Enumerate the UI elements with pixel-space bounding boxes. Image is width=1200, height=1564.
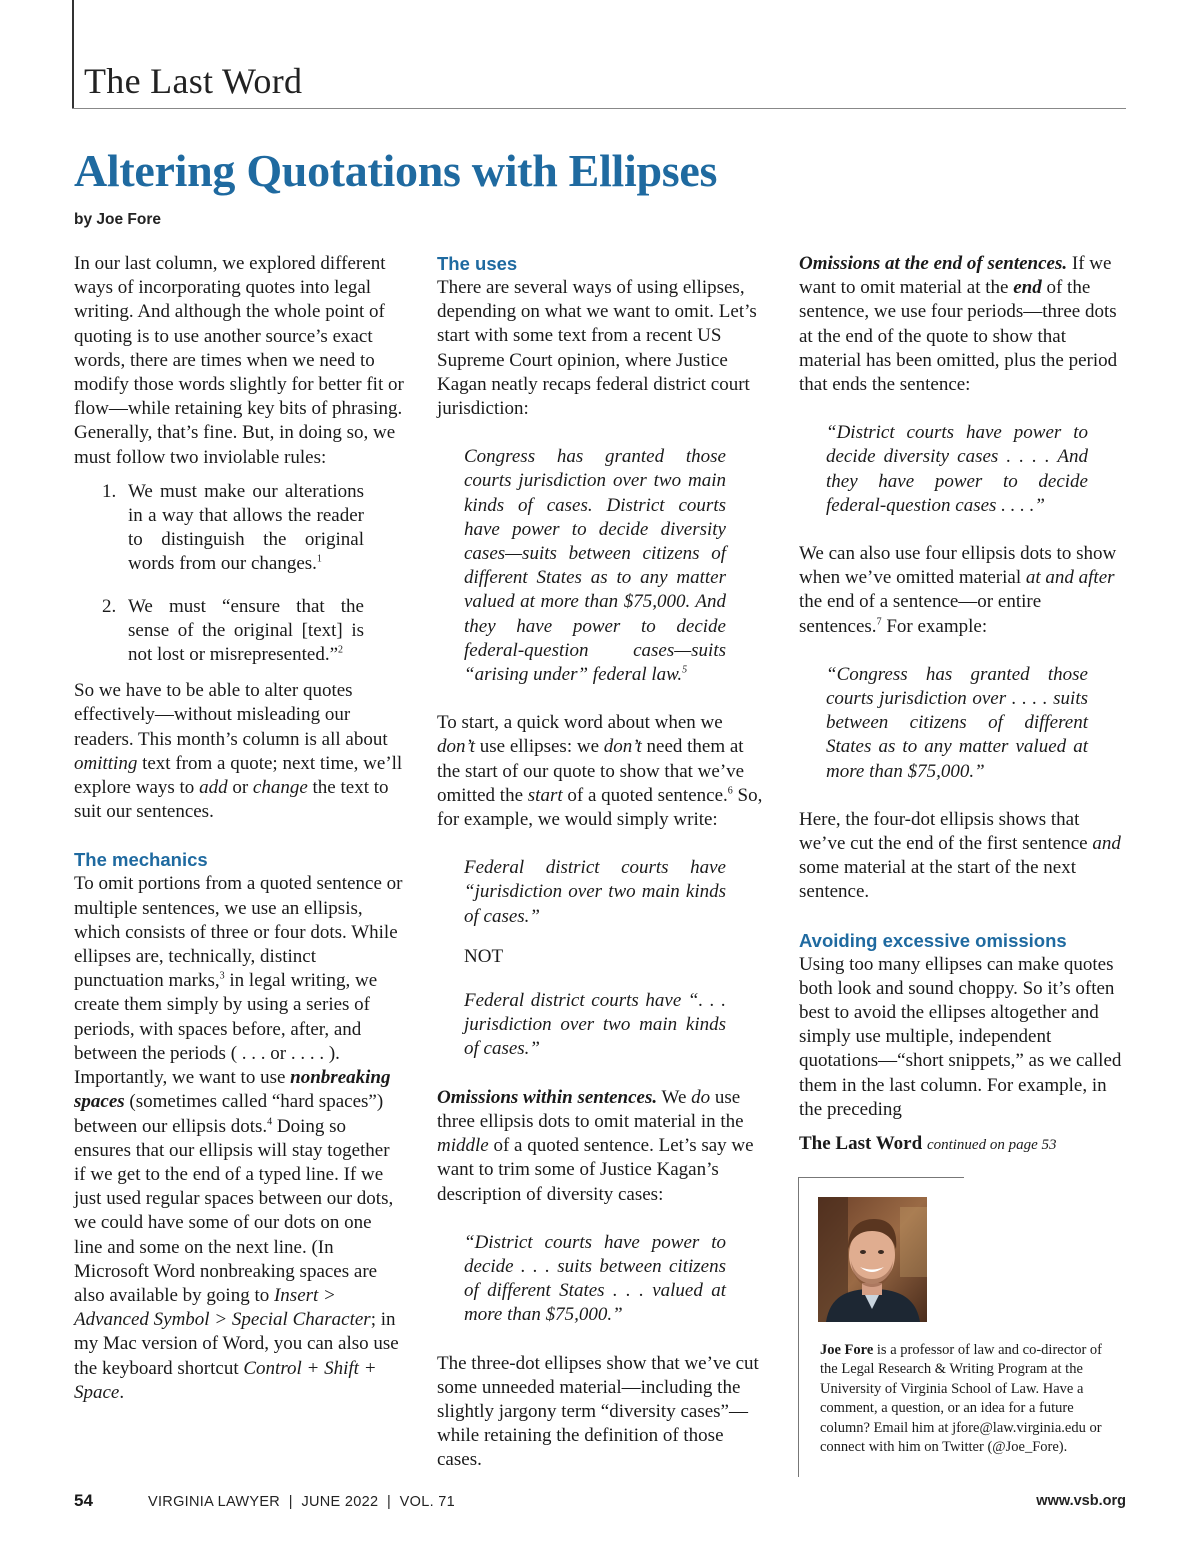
paragraph: Here, the four-dot ellipsis shows that we’ve cut the end of the first sentence and some material at the start of the next sentence. xyxy=(799,808,1121,903)
section-rule-vertical xyxy=(72,0,74,108)
list-item xyxy=(74,480,404,577)
site-url[interactable]: www.vsb.org xyxy=(1036,1493,1126,1509)
author-bio-text: is a professor of law and co-director of the Legal Research & Writing Program at the University of Virginia School of Law. Have a comment, a question, or an idea for a future column? Email him at jfore@law.virginia.edu or connect with him on Twitter (@Joe_Fore). xyxy=(820,1342,1102,1456)
paragraph: To omit portions from a quoted sentence or multiple sentences, we use an ellipsis, which consists of three or four dots. While ellipses are, technically, distinct punctuation marks,$^3$ in legal writing, we create them simply by using a series of periods, with spaces before, after, and between the periods ( . . . or . . . . ). Importantly, we want to use nonbreaking spaces (sometimes called “hard spaces”) between our ellipsis dots.$^4$ Doing so ensures that our ellipsis will stay together if we get to the end of a typed line. If we just used regular spaces between our dots, we could have some of our dots on one line and some on the next line. (In Microsoft Word nonbreaking spaces are also available by going to Insert > Advanced Symbol > Special Character; in my Mac version of Word, you can also use the keyboard shortcut Control + Shift + Space. xyxy=(74,873,403,1403)
paragraph: To start, a quick word about when we don’t use ellipses: we don’t need them at the start of our quote to show that we’ve omitted the start of a quoted sentence.$^6$ So, for example, we would simply write: xyxy=(437,712,763,831)
block-quote: “District courts have power to decide . . . suits between citizens of different States . . . valued at more than $75,000.” xyxy=(464,1231,726,1326)
block-quote: “Congress has granted those courts jurisdiction over . . . . suits between citizens of different States as to any matter valued at more than $75,000.” xyxy=(826,663,1088,782)
footnote-ref: 1 xyxy=(316,554,322,566)
heading-mechanics: The mechanics xyxy=(74,849,208,871)
continued-note xyxy=(799,1132,1125,1157)
author-photo xyxy=(818,1197,927,1322)
paragraph: Omissions at the end of sentences. If we want to omit material at the end of the sentence, we use four periods—three dots at the end of the quote to show that material has been omitted, plus the period that ends the sentence: xyxy=(799,253,1118,396)
not-label: NOT xyxy=(464,945,504,967)
bio-rule-vertical xyxy=(798,1177,799,1477)
list-item xyxy=(74,595,404,668)
paragraph: The three-dot ellipses show that we’ve cut some unneeded material—including the slightly jargony term “diversity cases”—while retaining the definition of those cases. xyxy=(437,1352,759,1471)
block-quote: Federal district courts have “. . . jurisdiction over two main kinds of cases.” xyxy=(464,990,726,1060)
footnote-ref: 2 xyxy=(338,644,344,656)
paragraph: We can also use four ellipsis dots to show when we’ve omitted material at and after the end of a sentence—or entire sentences.$^7$ For example: xyxy=(799,543,1117,637)
intro-paragraph: In our last column, we explored different ways of incorporating quotes into legal writing. And although the whole point of quoting is to use another source’s exact words, there are times when we need to modify those words slightly for better fit or flow—while retaining key bits of phrasing. Generally, that’s fine. But, in doing so, we must follow two inviolable rules: xyxy=(74,253,404,468)
section-label: The Last Word xyxy=(84,61,303,101)
block-quote: Federal district courts have “jurisdiction over two main kinds of cases.” xyxy=(464,857,726,927)
page-number: 54 xyxy=(74,1491,93,1510)
column-1 xyxy=(74,252,404,1405)
article-title: Altering Quotations with Ellipses xyxy=(74,145,718,196)
block-quote: Congress has granted those courts jurisdiction over two main kinds of cases. District courts have power to decide diversity cases—suits between citizens of different States as to any matter valued at more than $75,000. And they have power to decide federal-question cases—suits “arising under” federal law.$^5$ xyxy=(464,446,726,686)
byline: by Joe Fore xyxy=(74,211,161,228)
section-rule-horizontal xyxy=(72,108,1126,109)
paragraph: Omissions within sentences. We do use three ellipsis dots to omit material in the middle of a quoted sentence. Let’s say we want to trim some of Justice Kagan’s description of diversity cases: xyxy=(437,1086,754,1205)
author-name: Joe Fore xyxy=(820,1342,874,1358)
rules-list xyxy=(74,480,404,667)
rule-number: 1. xyxy=(102,480,117,502)
heading-uses: The uses xyxy=(437,253,518,274)
block-quote: “District courts have power to decide diversity cases . . . . And they have power to decide federal-question cases . . . .” xyxy=(826,422,1088,516)
rule-text: We must “ensure that the sense of the original [text] is not lost or misrepresented.” xyxy=(128,595,364,666)
continued-label: The Last Word xyxy=(799,1133,923,1155)
column-2 xyxy=(437,252,765,1473)
paragraph: So we have to be able to alter quotes effectively—without misleading our readers. This month’s column is all about omitting text from a quote; next time, we’ll explore ways to add or change the text to suit our sentences. xyxy=(74,680,403,823)
continued-page: continued on page 53 xyxy=(926,1137,1057,1154)
column-3 xyxy=(799,252,1125,1157)
paragraph: There are several ways of using ellipses, depending on what we want to omit. Let’s start with some text from a recent US Supreme Court opinion, where Justice Kagan neatly recaps federal district court jurisdiction: xyxy=(437,277,757,420)
bio-rule-horizontal xyxy=(798,1177,964,1178)
magazine-info: VIRGINIA LAWYER | JUNE 2022 | VOL. 71 xyxy=(148,1494,455,1510)
paragraph: Using too many ellipses can make quotes both look and sound choppy. So it’s often best to avoid the ellipses altogether and simply use multiple, independent quotations—“short snippets,” as we called them in the last column. For example, in the preceding xyxy=(799,953,1122,1120)
rule-text: We must make our alterations in a way that allows the reader to distinguish the original words from our changes. xyxy=(128,480,364,575)
rule-number: 2. xyxy=(102,595,117,617)
author-bio xyxy=(820,1341,1120,1457)
heading-excessive-omissions: Avoiding excessive omissions xyxy=(799,929,1067,951)
